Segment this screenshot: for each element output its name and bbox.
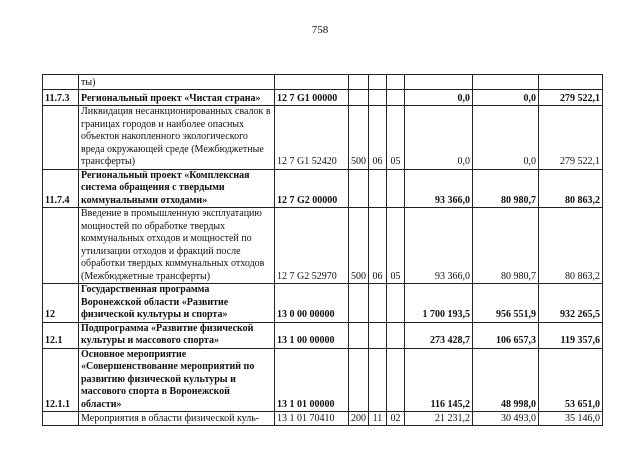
row-vr: 500 (349, 106, 369, 170)
row-name: Ликвидация несанкционированных свалок в границах городов и наиболее опасных объектов накопленного экологического вреда окружающей среде (Межбюджетные трансферты) (79, 106, 275, 170)
table-row (43, 322, 603, 348)
row-pr (387, 322, 405, 348)
row-pr (387, 75, 405, 90)
table-row (43, 90, 603, 106)
row-vr (349, 169, 369, 208)
row-pr (387, 90, 405, 106)
row-number: 12 (43, 284, 79, 323)
row-number (43, 75, 79, 90)
row-vr (349, 322, 369, 348)
row-value-3: 932 265,5 (539, 284, 603, 323)
row-value-1: 1 700 193,5 (405, 284, 473, 323)
row-value-1 (405, 75, 473, 90)
row-rz (369, 169, 387, 208)
row-value-1: 116 145,2 (405, 348, 473, 412)
table-row (43, 208, 603, 284)
table-row (43, 169, 603, 208)
row-value-2: 0,0 (473, 106, 539, 170)
row-value-1: 21 231,2 (405, 412, 473, 426)
row-pr: 02 (387, 412, 405, 426)
row-number: 11.7.3 (43, 90, 79, 106)
row-pr: 05 (387, 106, 405, 170)
row-rz (369, 75, 387, 90)
row-vr (349, 90, 369, 106)
row-value-3: 80 863,2 (539, 208, 603, 284)
row-code: 12 7 G1 52420 (275, 106, 349, 170)
row-code: 13 1 01 00000 (275, 348, 349, 412)
row-pr (387, 348, 405, 412)
row-value-2: 106 657,3 (473, 322, 539, 348)
row-name: Основное мероприятие «Совершенствование мероприятий по развитию физической культуры и массового спорта в Воронежской области» (79, 348, 275, 412)
row-value-3 (539, 75, 603, 90)
row-number: 11.7.4 (43, 169, 79, 208)
row-value-2: 48 998,0 (473, 348, 539, 412)
row-code: 13 0 00 00000 (275, 284, 349, 323)
row-name: ты) (79, 75, 275, 90)
row-code: 13 1 01 70410 (275, 412, 349, 426)
row-code: 13 1 00 00000 (275, 322, 349, 348)
row-value-2 (473, 75, 539, 90)
row-number: 12.1.1 (43, 348, 79, 412)
row-number: 12.1 (43, 322, 79, 348)
row-value-2: 80 980,7 (473, 208, 539, 284)
row-value-1: 273 428,7 (405, 322, 473, 348)
table-row (43, 284, 603, 323)
row-value-2: 80 980,7 (473, 169, 539, 208)
row-value-3: 279 522,1 (539, 106, 603, 170)
row-value-3: 80 863,2 (539, 169, 603, 208)
row-number (43, 106, 79, 170)
row-name: Государственная программа Воронежской области «Развитие физической культуры и спорта» (79, 284, 275, 323)
table-row (43, 106, 603, 170)
row-value-3: 279 522,1 (539, 90, 603, 106)
row-value-1: 0,0 (405, 106, 473, 170)
row-code: 12 7 G2 00000 (275, 169, 349, 208)
row-name: Подпрограмма «Развитие физической культуры и массового спорта» (79, 322, 275, 348)
row-value-3: 53 651,0 (539, 348, 603, 412)
row-value-1: 0,0 (405, 90, 473, 106)
row-pr (387, 169, 405, 208)
row-name: Региональный проект «Комплексная система обращения с твердыми коммунальными отходами» (79, 169, 275, 208)
row-value-1: 93 366,0 (405, 169, 473, 208)
row-vr (349, 284, 369, 323)
row-code: 12 7 G2 52970 (275, 208, 349, 284)
row-value-2: 0,0 (473, 90, 539, 106)
row-value-3: 119 357,6 (539, 322, 603, 348)
row-rz: 06 (369, 208, 387, 284)
row-value-2: 30 493,0 (473, 412, 539, 426)
row-value-1: 93 366,0 (405, 208, 473, 284)
table-row (43, 412, 603, 426)
row-code (275, 75, 349, 90)
table-row (43, 75, 603, 90)
row-name: Введение в промышленную эксплуатацию мощностей по обработке твердых коммунальных отходов и мощностей по утилизации отходов и фракций после обработки твердых коммунальных отходов (Межбюджетные трансферты) (79, 208, 275, 284)
row-value-3: 35 146,0 (539, 412, 603, 426)
page-number: 758 (311, 24, 329, 36)
row-vr: 200 (349, 412, 369, 426)
row-number (43, 412, 79, 426)
row-rz (369, 322, 387, 348)
row-number (43, 208, 79, 284)
row-rz: 06 (369, 106, 387, 170)
row-rz (369, 348, 387, 412)
row-vr: 500 (349, 208, 369, 284)
row-name: Региональный проект «Чистая страна» (79, 90, 275, 106)
row-pr (387, 284, 405, 323)
row-code: 12 7 G1 00000 (275, 90, 349, 106)
row-vr (349, 348, 369, 412)
table-row (43, 348, 603, 412)
row-rz (369, 284, 387, 323)
row-rz (369, 90, 387, 106)
row-name: Мероприятия в области физической куль- (79, 412, 275, 426)
row-value-2: 956 551,9 (473, 284, 539, 323)
row-vr (349, 75, 369, 90)
budget-table (42, 74, 603, 426)
row-rz: 11 (369, 412, 387, 426)
row-pr: 05 (387, 208, 405, 284)
